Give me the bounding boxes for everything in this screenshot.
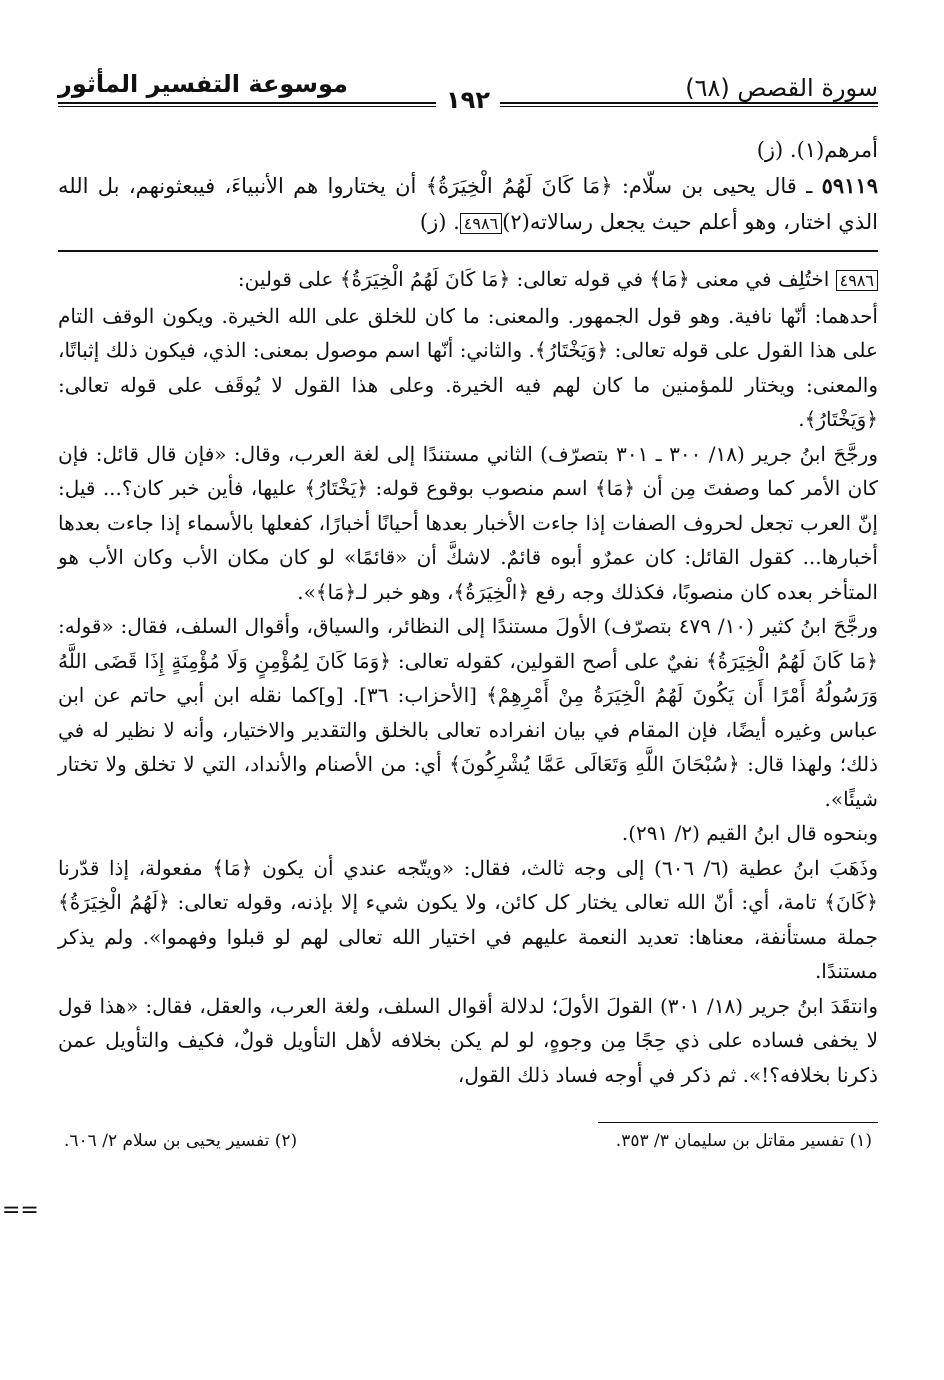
note-paragraph: وانتقَدَ ابنُ جرير (١٨/ ٣٠١) القولَ الأولَ؛ لدلالة أقوال السلف، ولغة العرب، والعقل، فقال: «هذا قول لا يخفى فساده على ذي حِجًا مِن وجوهٍ، لو لم يكن بخلافه لأهل التأويل قولٌ، فكيف والتأويل عمن ذكرنا بخلافه؟!». ثم ذكر في أوجه فساد ذلك القول، (58, 993, 879, 1087)
footnote-2: (٢) تفسير يحيى بن سلام ٢/ ٦٠٦. (64, 1131, 298, 1151)
narration-end: . (ز) (419, 210, 460, 234)
text-line: أمرهم(١). (ز) (756, 138, 878, 162)
surah-title: سورة القصص (٦٨) (685, 74, 878, 102)
main-text (58, 132, 878, 242)
page-header (58, 52, 878, 112)
footnote-rule (598, 1122, 878, 1123)
narration-number: ٥٩١١٩ (821, 173, 878, 198)
commentary-note (58, 262, 878, 1092)
book-title: موسوعة التفسير المأثور (58, 70, 348, 98)
note-paragraph: أحدهما: أنّها نافية. وهو قول الجمهور. والمعنى: ما كان للخلق على الله الخيرة. ويكون الوقف التام على هذا القول على قوله تعالى: ﴿وَيَخْتَارُ﴾. والثاني: أنّها اسم موصول بمعنى: الذي، فيكون ذلك إثباتًا، والمعنى: ويختار للمؤمنين ما كان لهم فيه الخيرة. وعلى هذا القول لا يُوقَف على قوله تعالى: ﴿وَيَخْتَارُ﴾. (58, 303, 878, 431)
narration-text: ـ قال يحيى بن سلّام: ﴿مَا كَانَ لَهُمُ الْخِيَرَةُ﴾ أن يختاروا هم الأنبياءَ، فيبعثونهم، بل الله الذي اختار، وهو أعلم حيث يجعل رسالاته(٢) (58, 174, 878, 234)
note-paragraph: ورجَّحَ ابنُ جرير (١٨/ ٣٠٠ ـ ٣٠١ بتصرّف) الثاني مستندًا إلى لغة العرب، وقال: «فإن قال قائل: فإن كان الأمر كما وصفتَ مِن أن ﴿مَا﴾ اسم منصوب بوقوع قوله: ﴿يَخْتَارُ﴾ عليها، فأين خبر كان؟... قيل: إنّ العرب تجعل لحروف الصفات إذا جاءت الأخبار بعدها أحيانًا أخبارًا، كفعلها بالأسماء إذا جاءت بعدها أخبارها... كقول القائل: كان عمرٌو أبوه قائمٌ. لاشكَّ أن «قائمًا» لو كان مكان الأب وكان الأب هو المتأخر بعده كان منصوبًا، فكذلك وجه رفع ﴿الْخِيَرَةُ﴾، وهو خبر لـ﴿مَا﴾». (58, 441, 878, 604)
note-paragraph: وبنحوه قال ابنُ القيم (٢/ ٢٩١). (621, 821, 878, 845)
page-number: ١٩٢ (436, 86, 500, 114)
note-paragraph: وذَهَبَ ابنُ عطية (٦/ ٦٠٦) إلى وجه ثالث، فقال: «ويتّجه عندي أن يكون ﴿مَا﴾ مفعولة، إذا قدّرنا ﴿كَانَ﴾ تامة، أي: أنّ الله تعالى يختار كل كائن، ولا يكون شيء إلا بإذنه، وقوله تعالى: ﴿لَهُمُ الْخِيَرَةُ﴾ جملة مستأنفة، معناها: تعديد النعمة عليهم في اختيار الله تعالى لهم لو قبلوا وفهموا». ولم يذكر مستندًا. (58, 855, 878, 983)
note-separator (58, 250, 878, 252)
note-reference-box: ٤٩٨٦ (460, 213, 502, 234)
note-paragraph: ٤٩٨٦ اختُلِف في معنى ﴿مَا﴾ في قوله تعالى: ﴿مَا كَانَ لَهُمُ الْخِيَرَةُ﴾ على قولين: (58, 262, 878, 299)
note-number-box: ٤٩٨٦ (836, 270, 878, 291)
footnote-1: (١) تفسير مقاتل بن سليمان ٣/ ٣٥٣. (615, 1131, 872, 1151)
continuation-mark: == (2, 1198, 39, 1223)
page (58, 52, 878, 1151)
narration-paragraph (58, 168, 878, 242)
note-paragraph: ورجَّحَ ابنُ كثير (١٠/ ٤٧٩ بتصرّف) الأولَ مستندًا إلى النظائر، والسياق، وأقوال السلف، فقال: «قوله: ﴿مَا كَانَ لَهُمُ الْخِيَرَةُ﴾ نفيٌ على أصح القولين، كقوله تعالى: ﴿وَمَا كَانَ لِمُؤْمِنٍ وَلَا مُؤْمِنَةٍ إِذَا قَضَى اللَّهُ وَرَسُولُهُ أَمْرًا أَن يَكُونَ لَهُمُ الْخِيَرَةُ مِنْ أَمْرِهِمْ﴾ [الأحزاب: ٣٦]. [و]كما نقله ابن أبي حاتم عن ابن عباس وغيره أيضًا، فإن المقام في بيان انفراده تعالى بالخلق والتقدير والاختيار، وأنه لا نظير له في ذلك؛ ولهذا قال: ﴿سُبْحَانَ اللَّهِ وَتَعَالَى عَمَّا يُشْرِكُونَ﴾ أي: من الأصنام والأنداد، التي لا تخلق ولا تختار شيئًا». (58, 614, 879, 811)
footnotes (58, 1131, 878, 1151)
